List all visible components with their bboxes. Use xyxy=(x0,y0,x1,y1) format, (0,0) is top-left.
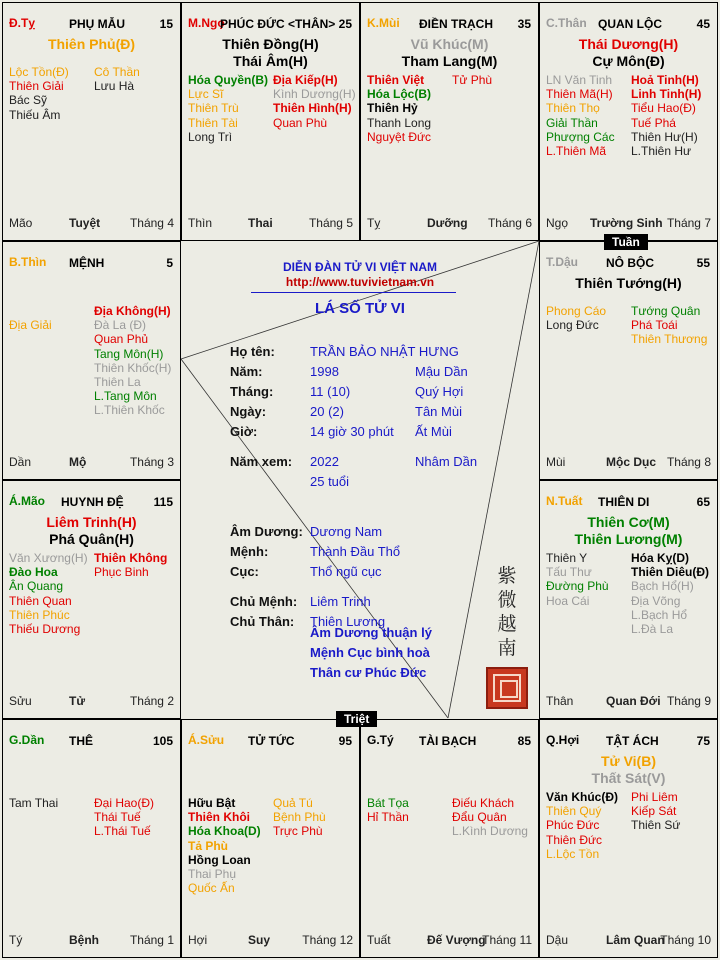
palace-cell xyxy=(360,2,539,241)
minor-star: Lộc Tồn(Đ) xyxy=(9,65,69,79)
minor-star xyxy=(452,782,528,796)
minor-star: Linh Tinh(H) xyxy=(631,87,702,102)
main-star: Thiên Cơ(M) xyxy=(587,514,670,530)
minor-star: Thiên Khốc(H) xyxy=(94,360,172,375)
minor-star: L.Kình Dương xyxy=(452,824,528,839)
minor-star: Đẩu Quân xyxy=(452,810,507,825)
minor-stars-left xyxy=(9,551,88,636)
earthly-branch: Tý xyxy=(9,933,23,947)
palace-number: 115 xyxy=(153,495,173,509)
earthly-branch: Mùi xyxy=(546,455,566,469)
site-url[interactable]: http://www.tuvivietnam.vn xyxy=(285,275,435,289)
info-label: Năm xem: xyxy=(230,454,293,469)
palace-number: 5 xyxy=(166,256,173,270)
minor-star: Thiên Diêu(Đ) xyxy=(631,565,709,580)
month-label: Tháng 1 xyxy=(129,933,174,947)
minor-star: Thanh Long xyxy=(367,115,432,130)
minor-star: Hóa Kỵ(D) xyxy=(631,551,690,565)
site-title: DIỄN ĐÀN TỬ VI VIỆT NAM xyxy=(283,260,437,274)
info-label: Âm Dương: xyxy=(230,524,303,539)
month-label: Tháng 3 xyxy=(129,455,174,469)
minor-star: Thiên La xyxy=(94,375,141,390)
life-stage: Lâm Quan xyxy=(606,933,665,947)
summary-line: Thân cư Phúc Đức xyxy=(310,665,427,680)
info-label: Chủ Thân: xyxy=(230,614,295,629)
palace-cell xyxy=(539,241,718,480)
palace-name: TẬT ÁCH xyxy=(606,734,659,748)
heavenly-stem: Q.Hợi xyxy=(546,733,580,747)
info-label: Mệnh: xyxy=(230,544,269,559)
palace-name: PHỤ MẪU xyxy=(69,17,125,31)
minor-star: Thiên Tài xyxy=(188,115,238,130)
minor-star: Thiên Phúc xyxy=(9,607,70,622)
palace-name: TỬ TỨC xyxy=(248,734,295,748)
info-extra: Quý Hợi xyxy=(415,384,464,399)
minor-star: Thiếu Dương xyxy=(9,622,81,637)
info-label: Ngày: xyxy=(230,404,267,419)
palace-cell xyxy=(2,2,181,241)
main-star: Thiên Tướng(H) xyxy=(575,275,682,291)
minor-star: Cô Thần xyxy=(94,65,140,79)
minor-star: Phục Binh xyxy=(94,565,149,580)
palace-cell xyxy=(181,2,360,241)
minor-star: Long Đức xyxy=(546,318,599,333)
minor-star: Ân Quang xyxy=(9,579,64,594)
earthly-branch: Ngọ xyxy=(546,216,569,230)
main-star: Tham Lang(M) xyxy=(401,53,498,69)
minor-star: Đà La (Đ) xyxy=(94,318,147,333)
palace-number: 55 xyxy=(696,256,710,270)
minor-stars-left xyxy=(546,73,615,158)
info-label: Cục: xyxy=(230,564,259,579)
minor-star: Lưu Hà xyxy=(94,79,135,94)
heavenly-stem: G.Tý xyxy=(367,733,394,747)
minor-stars-left xyxy=(546,551,609,608)
palace-number: 75 xyxy=(696,734,710,748)
minor-star: Bạch Hổ(H) xyxy=(631,579,694,594)
minor-star: L.Thiên Mã xyxy=(546,144,607,159)
palace-name: MỆNH xyxy=(69,256,105,270)
minor-stars-right xyxy=(631,790,680,833)
minor-star: Địa Võng xyxy=(631,593,681,608)
palace-name: THÊ xyxy=(69,734,93,748)
info-value: Thành Đầu Thổ xyxy=(310,544,401,559)
minor-star: Phá Toái xyxy=(631,318,678,333)
minor-star: L.Thiên Hư xyxy=(631,144,692,159)
minor-stars-left xyxy=(546,790,618,861)
minor-star xyxy=(188,782,261,796)
minor-star: Tuế Phá xyxy=(631,115,676,130)
minor-star: Thiên Quan xyxy=(9,593,72,608)
life-stage: Mộ xyxy=(69,455,87,469)
minor-stars-left xyxy=(9,782,58,810)
minor-stars-right xyxy=(94,65,140,93)
life-stage: Quan Đới xyxy=(606,694,661,708)
info-extra: Ất Mùi xyxy=(415,424,452,439)
heavenly-stem: Á.Mão xyxy=(9,494,45,508)
main-star: Thiên Phủ(Đ) xyxy=(47,36,136,52)
tuan-marker: Tuần xyxy=(604,234,648,250)
minor-star: Tang Môn(H) xyxy=(94,346,164,361)
heavenly-stem: C.Thân xyxy=(546,16,587,30)
minor-star: L.Thiên Khốc xyxy=(94,403,165,418)
info-value: 11 (10) xyxy=(310,384,351,399)
life-stage: Tuyệt xyxy=(69,216,101,230)
minor-stars-right xyxy=(94,304,171,418)
life-stage: Mộc Dục xyxy=(606,455,657,469)
minor-star: Hữu Bật xyxy=(188,796,236,810)
palace-number: 95 xyxy=(338,734,352,748)
info-value: 20 (2) xyxy=(310,404,344,419)
earthly-branch: Thân xyxy=(546,694,574,708)
life-stage: Thai xyxy=(248,216,273,230)
minor-star: Tả Phù xyxy=(188,838,229,853)
minor-star: Hỉ Thần xyxy=(367,810,409,825)
palace-cell xyxy=(539,2,718,241)
minor-star: Thiên Sứ xyxy=(631,818,681,833)
palace-cell xyxy=(539,480,718,719)
minor-star: Thiên Quý xyxy=(546,804,602,819)
month-label: Tháng 7 xyxy=(666,216,711,230)
minor-star: Thiên Việt xyxy=(367,73,425,87)
palace-cell xyxy=(2,241,181,480)
heavenly-stem: Đ.Tỵ xyxy=(9,16,36,30)
minor-star: Quả Tú xyxy=(273,796,313,810)
main-star: Liêm Trinh(H) xyxy=(46,514,137,530)
minor-star: Nguyệt Đức xyxy=(367,129,432,144)
minor-star: Kình Dương(H) xyxy=(273,87,356,102)
info-extra: Nhâm Dần xyxy=(415,454,478,469)
heavenly-stem: Á.Sửu xyxy=(188,733,225,747)
palace-name: PHÚC ĐỨC <THÂN> xyxy=(220,17,336,31)
center-panel xyxy=(181,241,539,718)
life-stage: Suy xyxy=(248,933,271,947)
minor-stars-right xyxy=(273,782,326,839)
minor-star: Tử Phù xyxy=(452,73,493,87)
minor-star: Thiên Mã(H) xyxy=(546,87,613,102)
minor-stars-right xyxy=(94,551,167,579)
minor-stars-left xyxy=(188,73,268,144)
minor-star: Thiên Giải xyxy=(9,79,64,94)
info-value: 25 tuổi xyxy=(310,474,350,489)
minor-star xyxy=(94,782,154,796)
minor-star: Thiên Đức xyxy=(546,832,603,847)
minor-star: Văn Xương(H) xyxy=(9,551,88,565)
minor-star: Thiên Hỷ xyxy=(367,101,418,116)
minor-star: Thai Phụ xyxy=(188,867,237,882)
info-value: TRẦN BẢO NHẬT HƯNG xyxy=(310,344,459,359)
info-value: Thổ ngũ cục xyxy=(310,564,382,579)
info-extra: Tân Mùi xyxy=(415,404,462,419)
palace-cell xyxy=(181,719,360,958)
summary-line: Âm Dương thuận lý xyxy=(310,625,432,640)
month-label: Tháng 6 xyxy=(487,216,532,230)
minor-star: Quốc Ấn xyxy=(188,881,235,896)
minor-star: Bát Tọa xyxy=(367,796,409,810)
minor-star: L.Tang Môn xyxy=(94,389,157,404)
minor-star: L.Bạch Hổ xyxy=(631,607,688,622)
minor-star xyxy=(273,782,326,796)
minor-star: Hoa Cái xyxy=(546,593,590,608)
earthly-branch: Dậu xyxy=(546,933,569,947)
minor-star: Thiên Thương xyxy=(631,332,708,347)
minor-stars-left xyxy=(367,73,431,144)
palace-number: 35 xyxy=(517,17,531,31)
minor-star: Thiên Không xyxy=(94,551,168,565)
minor-stars-left xyxy=(367,782,409,824)
heavenly-stem: G.Dần xyxy=(9,733,45,747)
minor-star: Tấu Thư xyxy=(546,565,592,580)
minor-stars-left xyxy=(188,782,261,895)
minor-star: Tướng Quân xyxy=(631,304,701,318)
palace-name: HUYNH ĐỆ xyxy=(61,495,124,509)
minor-star: Lực Sĩ xyxy=(188,87,224,102)
minor-star xyxy=(9,304,52,318)
palace-name: TÀI BẠCH xyxy=(419,734,477,748)
heavenly-stem: T.Dậu xyxy=(546,255,579,269)
minor-star: Địa Không(H) xyxy=(94,304,171,318)
minor-star: Địa Giải xyxy=(9,318,52,332)
heavenly-stem: N.Tuất xyxy=(546,494,583,508)
heavenly-stem: M.Ngọ xyxy=(188,16,225,30)
heavenly-stem: K.Mùi xyxy=(367,16,400,30)
minor-star: Tam Thai xyxy=(9,796,59,810)
month-label: Tháng 12 xyxy=(302,933,353,947)
red-seal-icon xyxy=(486,667,528,709)
month-label: Tháng 8 xyxy=(666,455,711,469)
earthly-branch: Thìn xyxy=(188,216,213,230)
life-stage: Bệnh xyxy=(69,933,99,947)
minor-star: Thiên Y xyxy=(546,551,588,565)
palace-number: 45 xyxy=(696,17,710,31)
minor-stars-left xyxy=(9,65,69,122)
minor-star: Đại Hao(Đ) xyxy=(94,796,155,810)
minor-star: Bác Sỹ xyxy=(9,93,48,108)
life-stage: Tử xyxy=(69,694,86,708)
palace-cell xyxy=(360,719,539,958)
palace-name: NÔ BỘC xyxy=(606,256,654,270)
palace-cell xyxy=(2,719,181,958)
month-label: Tháng 9 xyxy=(666,694,711,708)
palace-number: 65 xyxy=(696,495,710,509)
minor-stars-right xyxy=(452,782,528,839)
earthly-branch: Sửu xyxy=(9,694,32,708)
minor-star: Quan Phủ xyxy=(94,332,149,347)
palace-name: THIÊN DI xyxy=(598,495,650,509)
earthly-branch: Dần xyxy=(9,455,32,469)
seal-characters: 紫 微 越 南 xyxy=(497,565,517,659)
minor-star: Hoả Tinh(H) xyxy=(631,73,699,87)
main-star: Vũ Khúc(M) xyxy=(410,36,489,52)
minor-star: Phúc Đức xyxy=(546,818,600,833)
minor-stars-right xyxy=(631,73,701,158)
minor-star: Giải Thần xyxy=(546,115,598,130)
minor-star: Địa Kiếp(H) xyxy=(273,73,338,87)
palace-number: 25 xyxy=(338,17,352,31)
minor-stars-right xyxy=(273,73,356,130)
minor-star: L.Lộc Tồn xyxy=(546,846,600,861)
info-value: Dương Nam xyxy=(310,524,383,539)
main-star: Thiên Đồng(H) xyxy=(222,36,319,52)
minor-star: Tiểu Hao(Đ) xyxy=(631,101,696,116)
main-star: Thất Sát(V) xyxy=(591,770,666,786)
info-label: Tháng: xyxy=(230,384,274,399)
info-value: 14 giờ 30 phút xyxy=(310,424,394,439)
month-label: Tháng 11 xyxy=(482,933,532,947)
palace-number: 105 xyxy=(152,734,173,748)
minor-star: Đường Phù xyxy=(546,579,609,594)
minor-star: L.Đà La xyxy=(631,622,674,637)
chart-title: LÁ SỐ TỬ VI xyxy=(315,300,405,317)
minor-star: Thiên Hư(H) xyxy=(631,129,698,144)
info-label: Chủ Mệnh: xyxy=(230,594,298,609)
life-stage: Dưỡng xyxy=(427,216,468,230)
info-value: 2022 xyxy=(310,454,339,469)
summary-line: Mệnh Cục bình hoà xyxy=(310,645,430,660)
minor-stars-right xyxy=(94,782,154,839)
month-label: Tháng 2 xyxy=(129,694,174,708)
minor-star: Thiên Hình(H) xyxy=(273,101,352,116)
title-divider xyxy=(251,292,456,293)
minor-star: Quan Phù xyxy=(273,115,328,130)
minor-star: Thiếu Âm xyxy=(9,107,61,122)
main-star: Thái Dương(H) xyxy=(578,36,679,52)
minor-star: Bệnh Phù xyxy=(273,810,326,825)
minor-star: Hóa Lộc(B) xyxy=(367,87,431,102)
earthly-branch: Hợi xyxy=(188,933,208,947)
main-star: Phá Quân(H) xyxy=(49,531,134,547)
minor-star: L.Thái Tuế xyxy=(94,824,151,839)
main-star: Thái Âm(H) xyxy=(233,53,308,69)
minor-stars-right xyxy=(452,73,492,87)
minor-stars-right xyxy=(631,551,709,636)
palace-name: QUAN LỘC xyxy=(598,17,662,31)
earthly-branch: Mão xyxy=(9,216,33,230)
heavenly-stem: B.Thìn xyxy=(9,255,47,269)
triet-marker: Triệt xyxy=(336,711,377,727)
earthly-branch: Tuất xyxy=(367,933,391,947)
info-value: Liêm Trinh xyxy=(310,594,371,609)
minor-star: LN Văn Tinh xyxy=(546,73,613,87)
minor-stars-left xyxy=(9,304,52,332)
minor-star: Hồng Loan xyxy=(188,852,251,867)
life-stage: Trường Sinh xyxy=(590,216,663,230)
minor-star: Phượng Các xyxy=(546,129,615,144)
minor-star xyxy=(367,782,409,796)
info-label: Năm: xyxy=(230,364,263,379)
palace-number: 15 xyxy=(159,17,173,31)
minor-star: Phi Liêm xyxy=(631,790,678,804)
minor-star: Hóa Khoa(D) xyxy=(188,824,261,839)
minor-star: Điếu Khách xyxy=(452,796,515,810)
minor-star: Thiên Thọ xyxy=(546,101,600,116)
earthly-branch: Tỵ xyxy=(367,216,381,230)
month-label: Tháng 4 xyxy=(129,216,174,230)
minor-star: Thái Tuế xyxy=(94,810,141,825)
minor-stars-left xyxy=(546,304,606,332)
info-label: Họ tên: xyxy=(230,344,275,359)
minor-star: Đào Hoa xyxy=(9,565,58,580)
month-label: Tháng 5 xyxy=(308,216,353,230)
minor-star: Thiên Trù xyxy=(188,101,239,116)
info-value: Thiên Lương xyxy=(310,614,386,629)
main-star: Cự Môn(Đ) xyxy=(592,53,665,69)
palace-cell xyxy=(539,719,718,958)
info-value: 1998 xyxy=(310,364,339,379)
minor-star: Hóa Quyền(B) xyxy=(188,73,269,87)
palace-name: ĐIỀN TRẠCH xyxy=(419,17,493,31)
main-star: Tử Vi(B) xyxy=(601,753,656,769)
palace-cell xyxy=(2,480,181,719)
month-label: Tháng 10 xyxy=(660,933,711,947)
main-star: Thiên Lương(M) xyxy=(574,531,683,547)
info-label: Giờ: xyxy=(230,424,258,439)
minor-star: Thiên Khôi xyxy=(188,810,250,825)
minor-stars-right xyxy=(631,304,707,347)
life-stage: Đế Vượng xyxy=(427,933,486,947)
minor-star xyxy=(9,782,58,796)
minor-star: Kiếp Sát xyxy=(631,804,677,819)
minor-star: Long Trì xyxy=(188,129,233,144)
info-extra: Mậu Dần xyxy=(415,364,468,379)
minor-star: Văn Khúc(Đ) xyxy=(546,790,618,804)
minor-star: Phong Cáo xyxy=(546,304,607,318)
palace-number: 85 xyxy=(517,734,531,748)
minor-star: Trực Phù xyxy=(273,824,323,839)
